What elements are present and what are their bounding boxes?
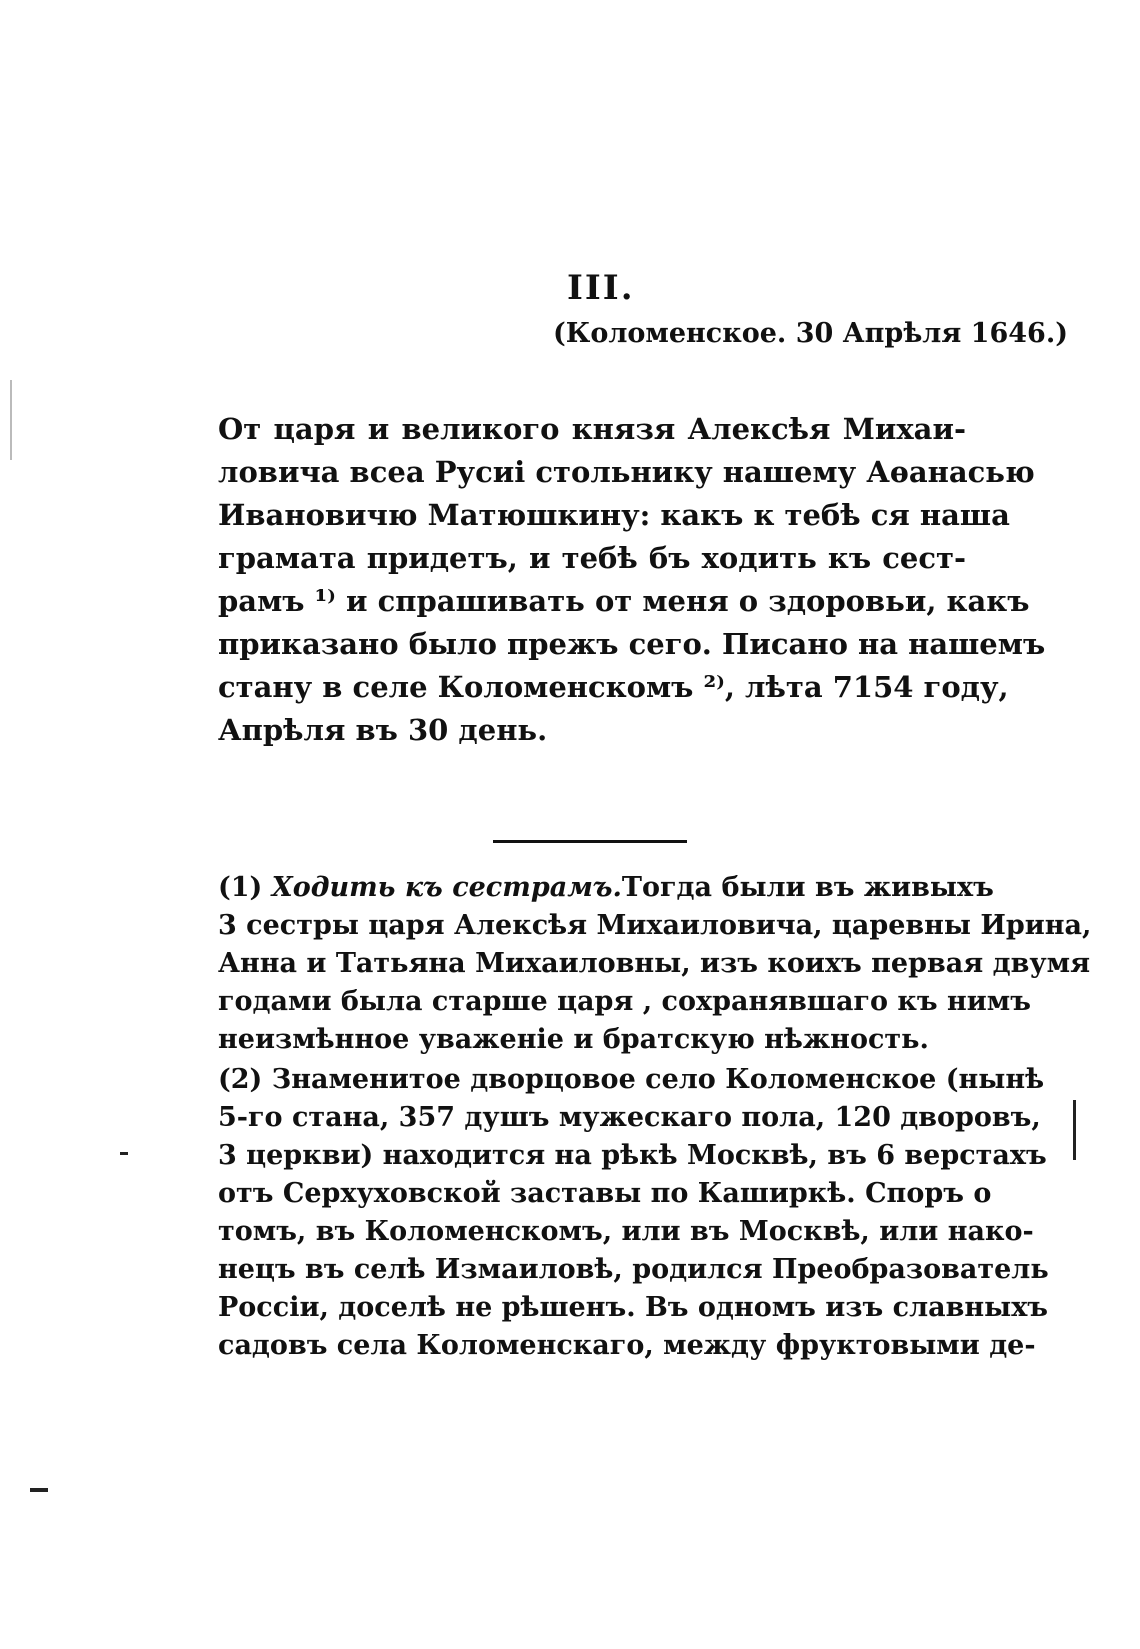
letter-line: Апрѣля въ 30 день. bbox=[218, 713, 548, 747]
footnote-line: неизмѣнное уваженіе и братскую нѣжность. bbox=[218, 1024, 929, 1055]
dateline: (Коломенское. 30 Апрѣля 1646.) bbox=[553, 318, 1069, 349]
footnote-line: 5-го стана, 357 душъ мужескаго пола, 120 дворовъ, bbox=[218, 1102, 1041, 1133]
scan-mark bbox=[1073, 1100, 1076, 1160]
section-divider bbox=[493, 840, 687, 843]
footnote-phrase: Ходить къ сестрамъ. bbox=[271, 872, 622, 903]
footnote-line: садовъ села Коломенскаго, между фруктовыми де- bbox=[218, 1330, 1036, 1361]
scan-mark bbox=[10, 380, 12, 460]
footnote-line: 3 сестры царя Алексѣя Михаиловича, царевны Ирина, bbox=[218, 910, 1092, 941]
footnote-line: (2) Знаменитое дворцовое село Коломенское (нынѣ bbox=[218, 1064, 1045, 1095]
scan-mark bbox=[120, 1152, 128, 1155]
footnote-line: томъ, въ Коломенскомъ, или въ Москвѣ, или нако- bbox=[218, 1216, 1034, 1247]
footnote-line: годами была старше царя , сохранявшаго къ нимъ bbox=[218, 986, 1031, 1017]
letter-line: стану в селе Коломенскомъ ²⁾, лѣта 7154 году, bbox=[218, 670, 1009, 704]
footnote-line bbox=[218, 872, 994, 903]
letter-line: рамъ ¹⁾ и спрашивать от меня о здоровьи, какъ bbox=[218, 584, 1030, 618]
footnote-number: (1) bbox=[218, 872, 263, 903]
footnote-line: отъ Серхуховской заставы по Каширкѣ. Споръ о bbox=[218, 1178, 992, 1209]
section-heading: III. bbox=[567, 268, 635, 308]
letter-line: Ивановичю Матюшкину: какъ к тебѣ ся наша bbox=[218, 498, 1010, 532]
letter-line: От царя и великого князя Алексѣя Михаи- bbox=[218, 412, 966, 446]
footnote-line: нецъ въ селѣ Измаиловѣ, родился Преобразователь bbox=[218, 1254, 1049, 1285]
footnote-line: 3 церкви) находится на рѣкѣ Москвѣ, въ 6 верстахъ bbox=[218, 1140, 1047, 1171]
footnote-line: Россіи, доселѣ не рѣшенъ. Въ одномъ изъ славныхъ bbox=[218, 1292, 1048, 1323]
footnote-text: Тогда были въ живыхъ bbox=[621, 872, 994, 903]
footnote-line: Анна и Татьяна Михаиловны, изъ коихъ первая двумя bbox=[218, 948, 1091, 979]
letter-line: приказано было прежъ сего. Писано на нашемъ bbox=[218, 627, 1046, 661]
letter-line: грамата придетъ, и тебѣ бъ ходить къ сест- bbox=[218, 541, 966, 575]
letter-line: ловича всеа Русиі стольнику нашему Аѳанасью bbox=[218, 455, 1035, 489]
scan-mark bbox=[30, 1488, 48, 1492]
